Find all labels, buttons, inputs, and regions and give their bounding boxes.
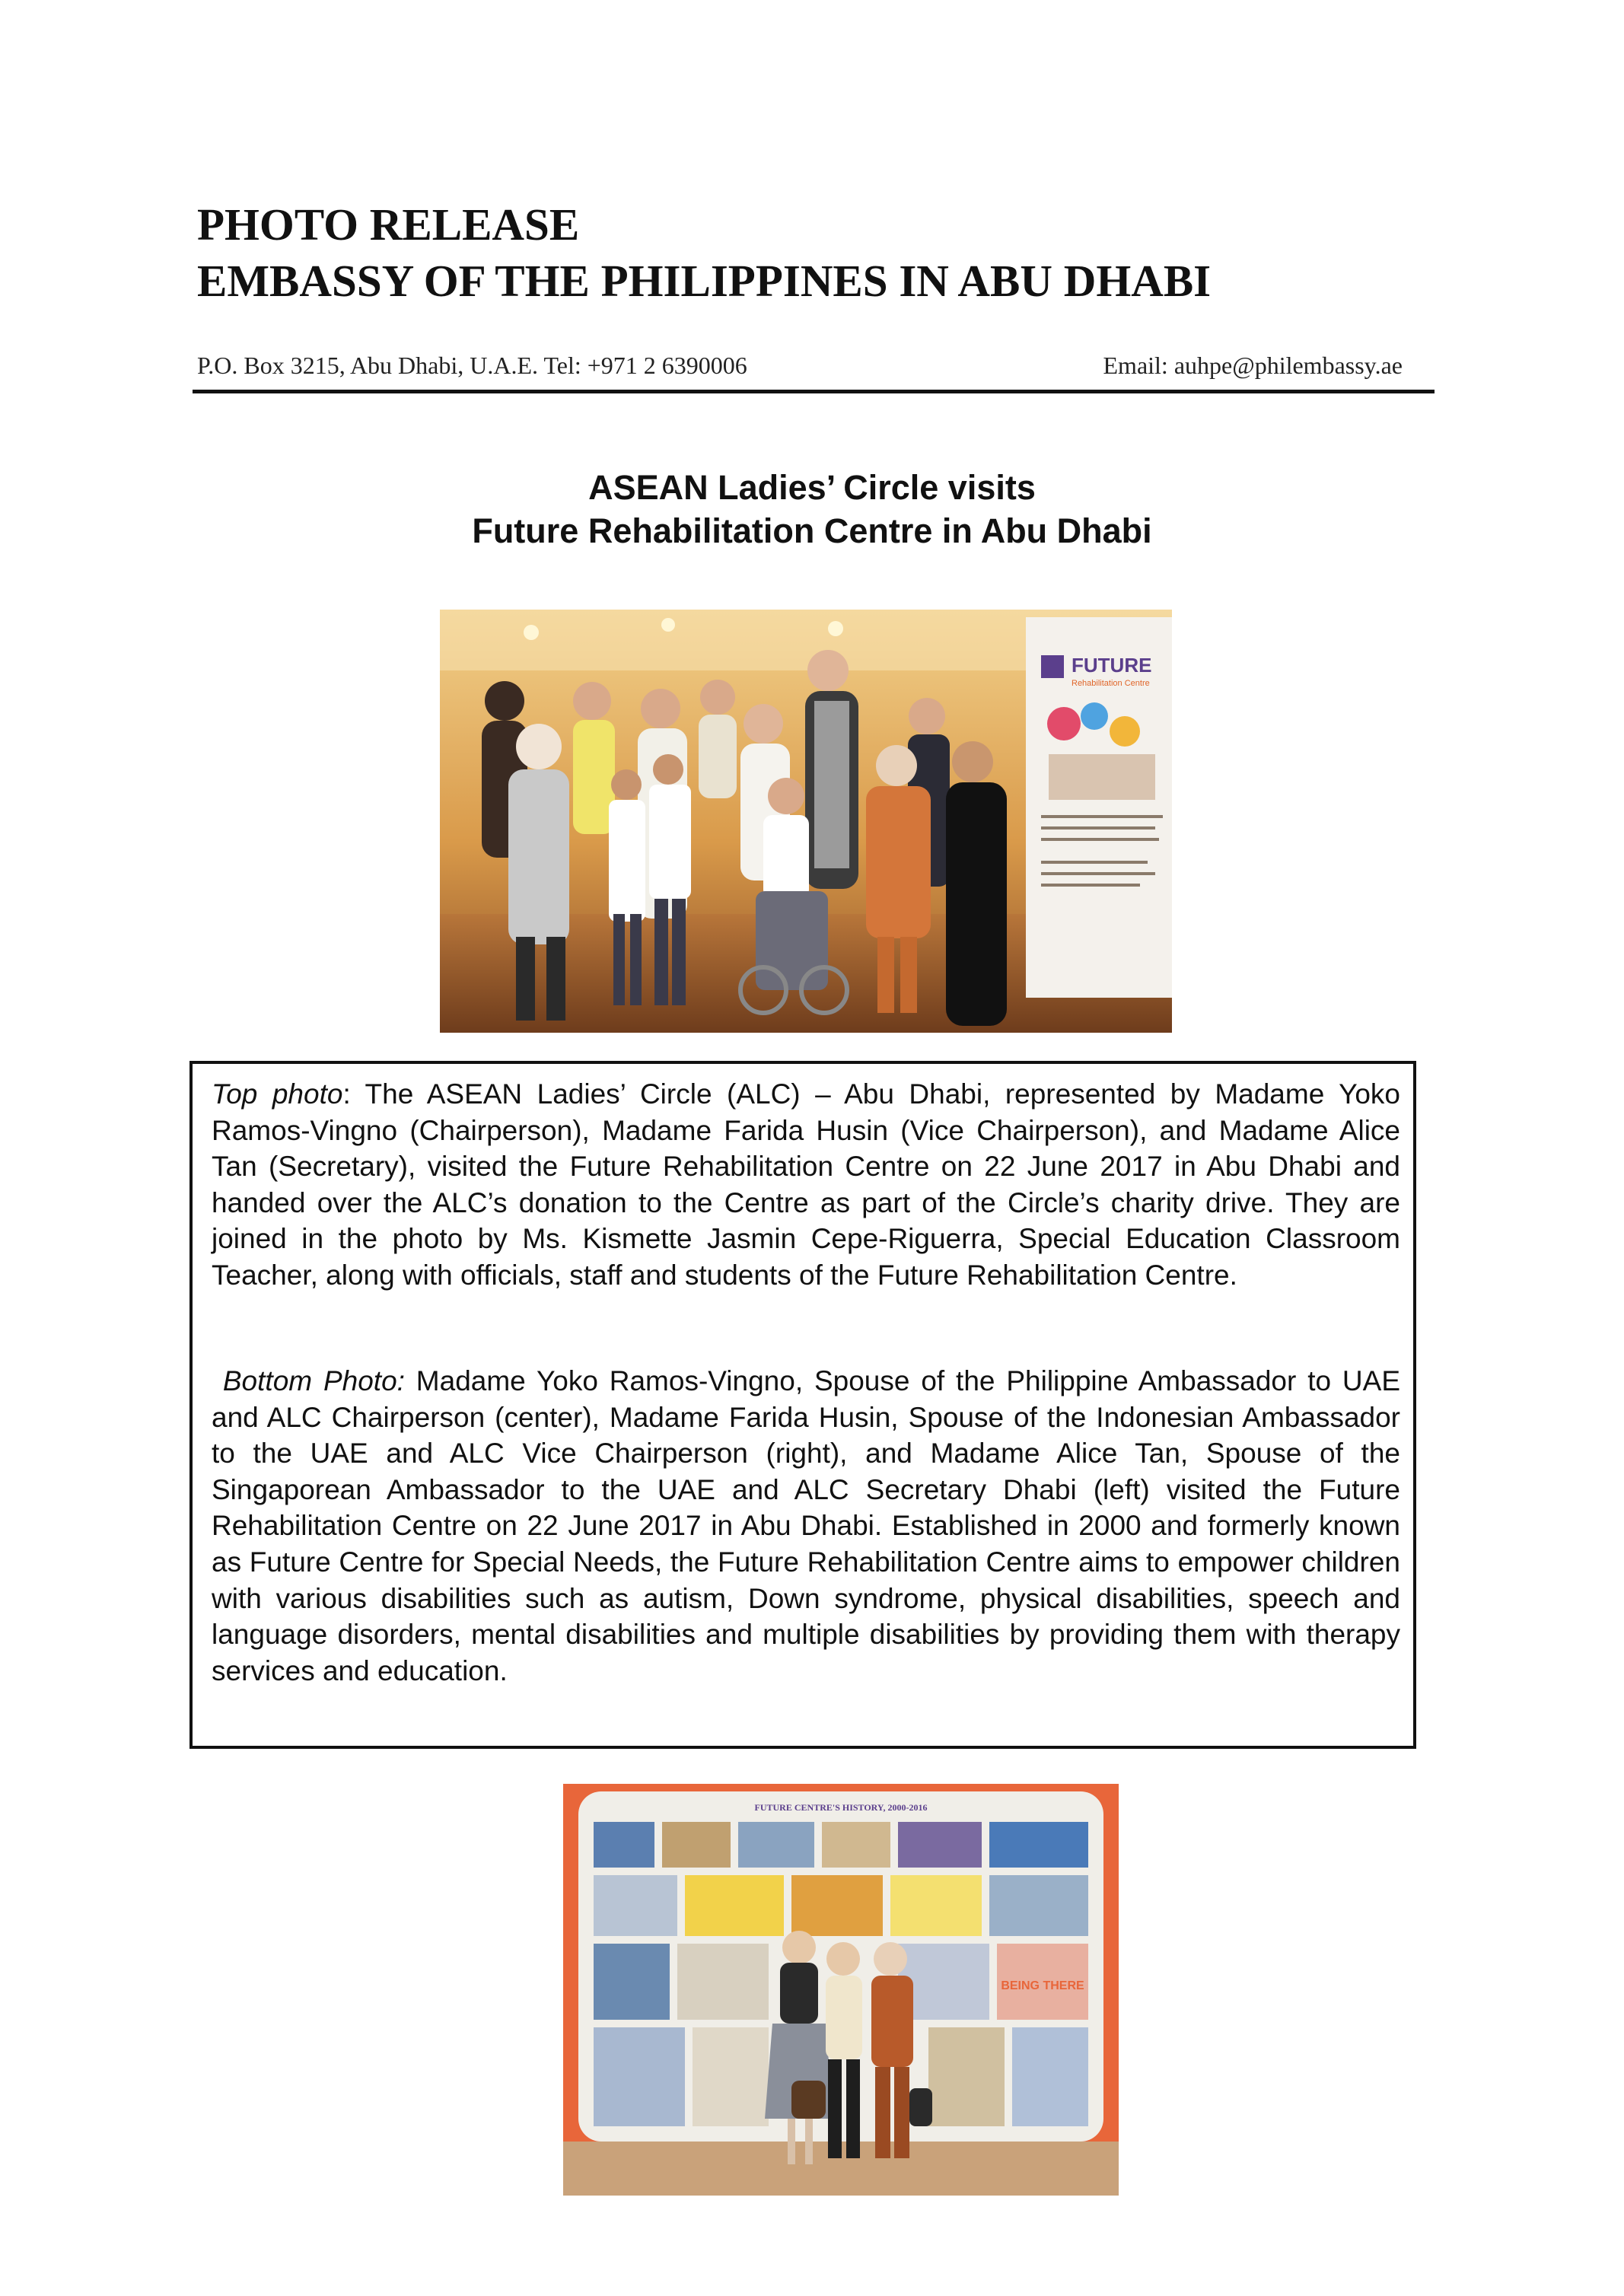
header-divider — [193, 390, 1435, 393]
bottom-caption-text: Madame Yoko Ramos-Vingno, Spouse of the Philippine Ambassador to UAE and ALC Chairperson (center), Madame Farida Husin, Spouse of the Indonesian Ambassador to the UAE and ALC Vice Chairperson (right), and Madame Alice Tan, Spouse of the Singaporean Ambassador to the UAE and ALC Secretary Dhabi (left) visited the Future Rehabilitation Centre on 22 June 2017 in Abu Dhabi. Established in 2000 and formerly known as Future Centre for Special Needs, the Future Rehabilitation Centre aims to empower children with various disabilities such as autism, Down syndrome, physical disabilities, speech and language disorders, mental disabilities and multiple disabilities by providing them with therapy services and education. — [212, 1365, 1401, 1686]
address-text: P.O. Box 3215, Abu Dhabi, U.A.E. Tel: +971 2 6390006 — [197, 352, 747, 379]
title-line-1: PHOTO RELEASE — [197, 199, 580, 250]
page-title — [197, 196, 1211, 309]
top-photo-caption — [212, 1076, 1400, 1294]
contact-line — [197, 352, 1403, 385]
top-caption-text: : The ASEAN Ladies’ Circle (ALC) – Abu Dhabi, represented by Madame Yoko Ramos-Vingno (Chairperson), Madame Farida Husin (Vice Chairperson), and Madame Alice Tan (Secretary), visited the Future Rehabilitation Centre on 22 June 2017 in Abu Dhabi and handed over the ALC’s donation to the Centre as part of the Circle’s charity drive. They are joined in the photo by Ms. Kismette Jasmin Cepe-Riguerra, Special Education Classroom Teacher, along with officials, staff and students of the Future Rehabilitation Centre. — [212, 1078, 1401, 1291]
headline-line-2: Future Rehabilitation Centre in Abu Dhabi — [472, 511, 1152, 550]
banner-sub: Rehabilitation Centre — [1072, 679, 1150, 688]
bottom-photo — [563, 1784, 1119, 2196]
headline — [0, 466, 1624, 553]
caption-box — [189, 1061, 1416, 1749]
top-photo — [440, 610, 1172, 1033]
top-caption-label: Top photo — [212, 1078, 343, 1110]
title-line-2: EMBASSY OF THE PHILIPPINES IN ABU DHABI — [197, 256, 1212, 306]
headline-line-1: ASEAN Ladies’ Circle visits — [588, 468, 1036, 507]
board-sign: BEING THERE — [1001, 1979, 1084, 1992]
board-title: FUTURE CENTRE'S HISTORY, 2000-2016 — [754, 1802, 928, 1813]
rehab-centre-banner — [1026, 617, 1172, 998]
email-text: Email: auhpe@philembassy.ae — [1103, 352, 1403, 379]
banner-brand: FUTURE — [1072, 654, 1152, 677]
bottom-caption-label: Bottom Photo: — [222, 1365, 405, 1396]
bottom-photo-caption — [212, 1363, 1400, 1689]
